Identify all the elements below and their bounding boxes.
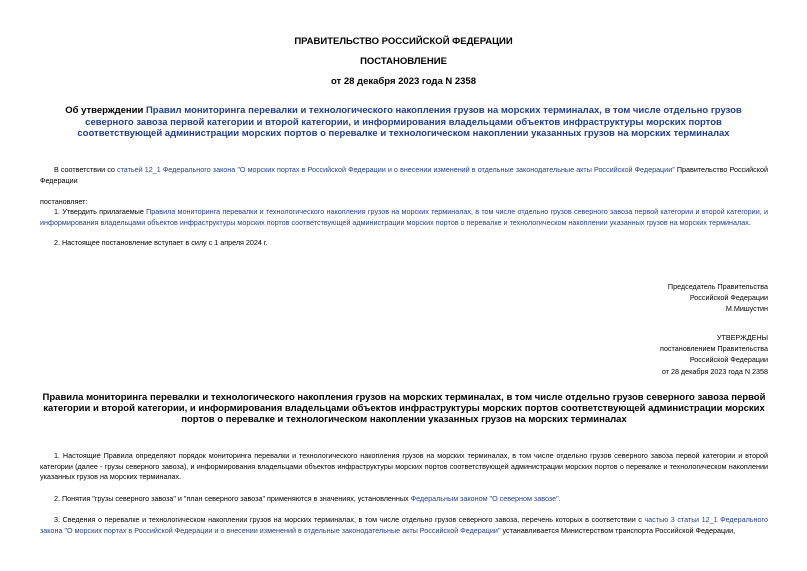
item-1-rules-link[interactable]: Правила мониторинга перевалки и технологического накопления грузов на морских терминалах, в том числе отдельно грузов северного завоза первой категории и второй категории, и информирования владельцами объектов инфраструктуры морских портов соответствующей администрации морских портов о перевалке и технологическом накоплении указанных грузов на морских терминалах	[40, 207, 768, 227]
item-2-paragraph: 2. Настоящее постановление вступает в силу с 1 апреля 2024 г.	[54, 238, 268, 247]
signature-block	[548, 281, 768, 315]
approval-line-2: постановлением Правительства	[660, 344, 768, 354]
item-1-paragraph	[40, 207, 768, 228]
rule-3-before: 3. Сведения о перевалке и технологическом накоплении грузов на морских терминалах, в том числе отдельно грузов северного завоза, перечень которых в соответствии с	[54, 515, 645, 524]
rule-3-after: устанавливается Министерством транспорта Российской Федерации,	[500, 525, 736, 535]
approval-line-4: от 28 декабря 2023 года N 2358	[661, 366, 768, 376]
document-type-heading: ПОСТАНОВЛЕНИЕ	[360, 56, 447, 67]
rule-3-law-link[interactable]: частью 3 статьи 12_1 Федерального закона "О морских портах в Российской Федерации и о внесении изменений в отдельные законодательные акты Российской Федерации"	[40, 515, 768, 535]
preamble-paragraph	[40, 165, 768, 186]
rule-2-law-link[interactable]: Федеральным законом "О северном завозе"	[410, 494, 559, 503]
title-prefix: Об утверждении	[65, 105, 146, 116]
approval-block	[548, 332, 768, 377]
rules-title: Правила мониторинга перевалки и технологического накопления грузов на морских терминалах, в том числе отдельно грузов северного завоза первой категории и второй категории, и информирования владельцами объектов инфраструктуры морских портов соответствующей администрации морских портов о перевалке и технологическом накоплении указанных грузов на морских терминалах	[42, 392, 766, 426]
preamble-before: В соответствии со	[54, 165, 117, 174]
approval-line-1: УТВЕРЖДЕНЫ	[716, 333, 768, 342]
preamble-after: Правительство Российской Федерации	[40, 165, 768, 185]
item-1-before: 1. Утвердить прилагаемые	[54, 207, 147, 216]
approval-line-3: Российской Федерации	[689, 355, 768, 365]
government-heading: ПРАВИТЕЛЬСТВО РОССИЙСКОЙ ФЕДЕРАЦИИ	[294, 36, 513, 47]
rule-1-paragraph: 1. Настоящие Правила определяют порядок мониторинга перевалки и технологического накопления грузов на морских терминалах, в том числе отдельно грузов северного завоза первой категории и второй категории (далее - грузы северного завоза), и информирования владельцами объектов инфраструктуры морских портов соответствующей администрации морских портов о перевалке и технологическом накоплении указанных грузов на морских терминалах.	[40, 451, 768, 481]
signature-line-1: Председатель Правительства	[667, 282, 768, 291]
signature-line-2: Российской Федерации	[689, 293, 768, 303]
date-number-heading: от 28 декабря 2023 года N 2358	[330, 76, 476, 87]
document-title	[55, 105, 752, 140]
preamble-law-link[interactable]: статьей 12_1 Федерального закона "О морских портах в Российской Федерации и о внесении изменений в отдельные законодательные акты Российской Федерации"	[116, 165, 675, 174]
rule-2-after: .	[558, 494, 561, 503]
rule-2-before: 2. Понятия "грузы северного завоза" и "план северного завоза" применяются в значениях, установленных	[54, 494, 411, 503]
rule-2-paragraph	[40, 494, 768, 505]
item-1-after: .	[748, 217, 751, 227]
decides-paragraph: постановляет:	[40, 197, 88, 206]
title-rules-link[interactable]: Правил мониторинга перевалки и технологического накопления грузов на морских терминалах, в том числе отдельно грузов северного завоза первой категории и второй категории, и информирования владельцами объектов инфраструктуры морских портов соответствующей администрации морских портов о перевалке и технологическом накоплении указанных грузов на морских терминалах	[77, 105, 742, 139]
signature-line-3: М.Мишустин	[725, 304, 768, 314]
rule-3-paragraph	[40, 515, 768, 536]
